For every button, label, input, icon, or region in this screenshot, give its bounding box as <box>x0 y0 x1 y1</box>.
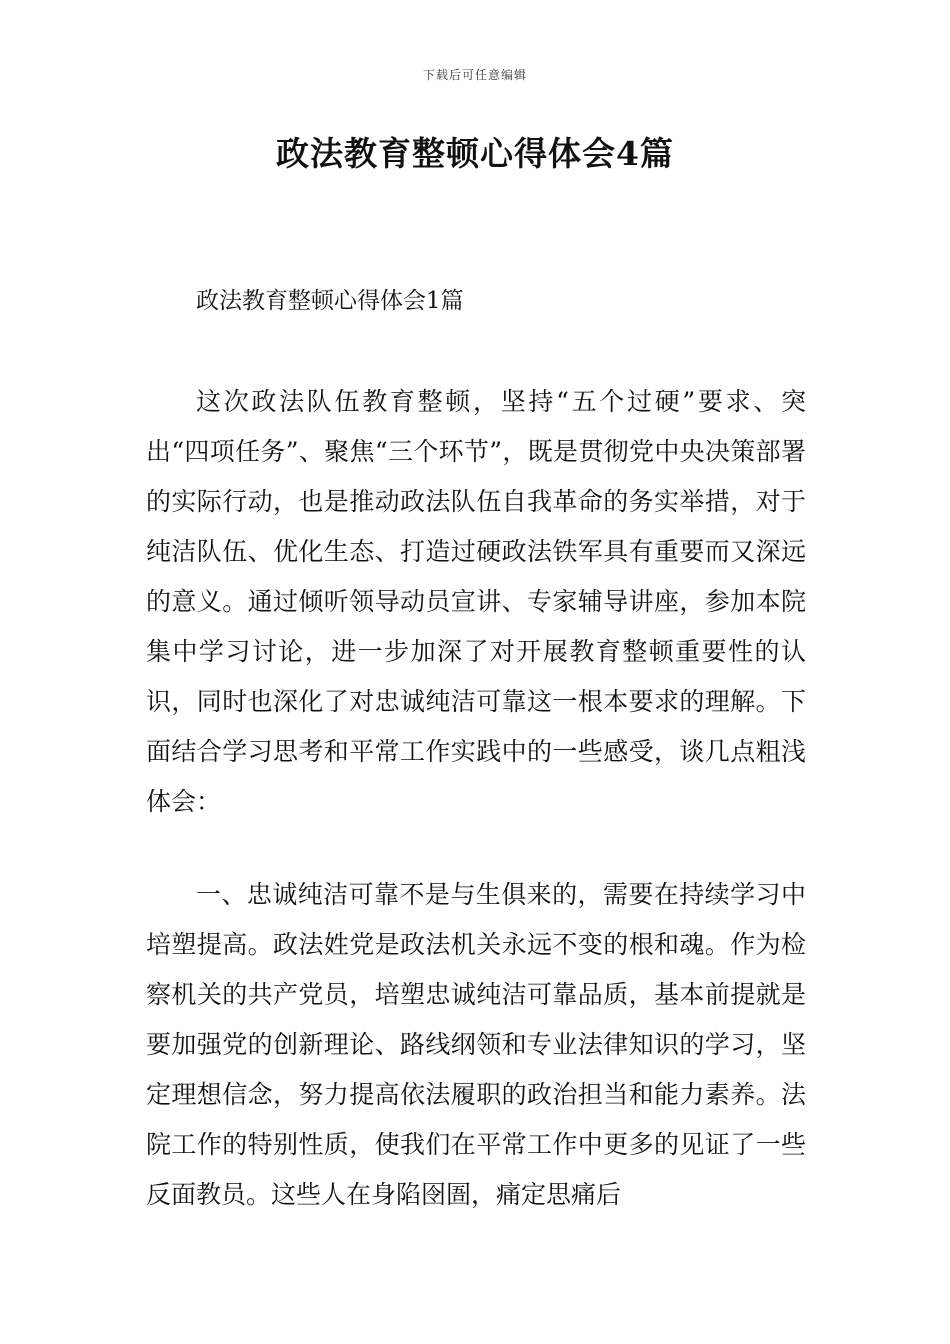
body-paragraph-1: 这次政法队伍教育整顿，坚持“五个过硬”要求、突出“四项任务”、聚焦“三个环节”，既是贯彻党中央决策部署的实际行动，也是推动政法队伍自我革命的务实举措，对于纯洁队伍、优化生态、打造过硬政法铁军具有重要而又深远的意义。通过倾听领导动员宣讲、专家辅导讲座，参加本院集中学习讨论，进一步加深了对开展教育整顿重要性的认识，同时也深化了对忠诚纯洁可靠这一根本要求的理解。下面结合学习思考和平常工作实践中的一些感受，谈几点粗浅体会： <box>146 387 806 816</box>
section-heading: 政法教育整顿心得体会1篇 <box>196 288 464 314</box>
document-title: 政法教育整顿心得体会4篇 <box>276 134 674 173</box>
header-note: 下载后可任意编辑 <box>422 68 527 82</box>
body-paragraph-2: 一、忠诚纯洁可靠不是与生俱来的，需要在持续学习中培塑提高。政法姓党是政法机关永远不变的根和魂。作为检察机关的共产党员，培塑忠诚纯洁可靠品质，基本前提就是要加强党的创新理论、路线纲领和专业法律知识的学习，坚定理想信念，努力提高依法履职的政治担当和能力素养。法院工作的特别性质，使我们在平常工作中更多的见证了一些反面教员。这些人在身陷囹圄，痛定思痛后 <box>146 880 806 1209</box>
